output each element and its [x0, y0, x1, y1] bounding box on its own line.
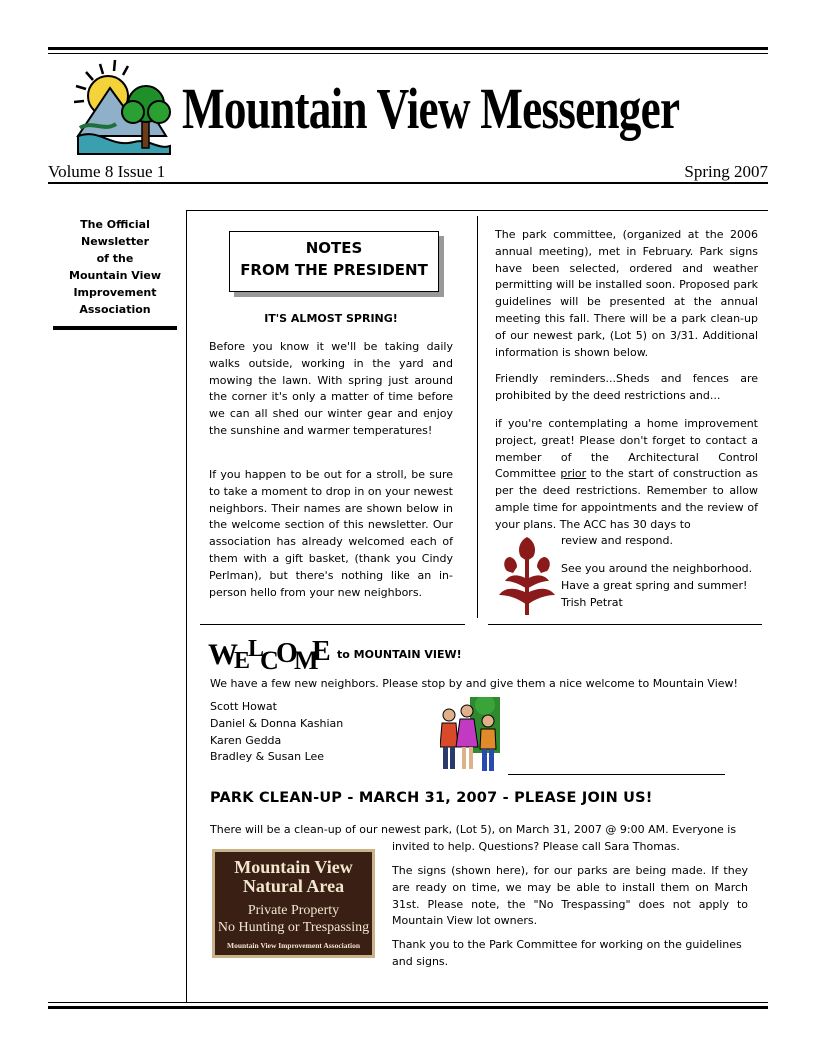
president-paragraph-2: If you happen to be out for a stroll, be sure to take a moment to drop in on your newest neighbors. Their names are shown below in the welcome section of this newsletter. Our association has already welcomed each of them with a gift basket, (thank you Cindy Perlman), but there's nothing like an in-person hello from your new neighbors.: [209, 468, 453, 599]
sign-line: Mountain View: [234, 857, 353, 877]
welcome-rule: [508, 774, 725, 775]
sidebar-line: The Official: [80, 218, 150, 231]
sign-line: Private Property: [247, 903, 340, 918]
bottom-rule-thick: [48, 1006, 768, 1009]
column-divider: [477, 216, 478, 618]
welcome-letter: E: [234, 648, 248, 674]
welcome-letter: W: [208, 638, 235, 671]
president-subheading: IT'S ALMOST SPRING!: [264, 312, 398, 325]
sign-line: No Hunting or Trespassing: [217, 920, 370, 935]
committee-paragraph-2: Friendly reminders...Sheds and fences are prohibited by the deed restrictions and...: [495, 372, 758, 402]
committee-paragraph-1: The park committee, (organized at the 2006 annual meeting), met in February. Park signs have been selected, ordered and weather permitting will be installed soon. Proposed park guidelines will be presented at the annual meeting this fall. There will be a park clean-up of our newest park, (Lot 5) on 3/31. Additional information is shown below.: [495, 228, 758, 359]
park-line-1: There will be a clean-up of our newest park, (Lot 5), on March 31, 2007 @ 9:00 AM. Everyone is: [210, 823, 737, 836]
section-rule-left: [200, 624, 465, 625]
neighbor-name: Daniel & Donna Kashian: [210, 716, 344, 730]
welcome-intro: We have a few new neighbors. Please stop by and give them a nice welcome to Mountain View!: [210, 677, 738, 690]
closing-line: See you around the neighborhood.: [561, 562, 753, 575]
issue-season: Spring 2007: [684, 162, 768, 181]
committee-paragraph-3: [495, 416, 758, 534]
new-neighbors-list: [210, 699, 410, 766]
welcome-tagline: to MOUNTAIN VIEW!: [337, 648, 462, 661]
sidebar-line: Improvement: [73, 286, 157, 299]
neighbors-clipart-icon: [440, 697, 502, 773]
sidebar-line: of the: [96, 252, 134, 265]
left-column-border: [186, 210, 187, 1002]
sign-line: Natural Area: [242, 876, 345, 896]
welcome-letter: L: [248, 636, 262, 662]
sign-line: Mountain View Improvement Association: [227, 941, 360, 950]
sidebar-rule: [53, 326, 177, 330]
top-rule-thin: [48, 53, 768, 54]
neighbor-name: Bradley & Susan Lee: [210, 750, 325, 764]
committee-paragraph-3-last: review and respond.: [561, 534, 674, 547]
signature: Trish Petrat: [561, 595, 623, 609]
president-paragraph-1: Before you know it we'll be taking daily walks outside, working in the yard and mowing the lawn. With spring just around the corner it's only a matter of time before we can all shed our winter gear and enjoy the sunshine and warmer temperatures!: [209, 340, 453, 437]
prior-underline: prior: [560, 467, 587, 481]
content-top-border: [186, 210, 768, 211]
welcome-letter: C: [260, 646, 276, 675]
park-cleanup-heading: PARK CLEAN-UP - MARCH 31, 2007 - PLEASE JOIN US!: [210, 790, 653, 806]
notes-box-line: FROM THE PRESIDENT: [240, 261, 428, 279]
park-line-2: invited to help. Questions? Please call Sara Thomas.: [392, 840, 680, 853]
sidebar-line: Mountain View: [69, 269, 161, 282]
neighbor-name: Karen Gedda: [210, 733, 282, 747]
volume-rule: [48, 182, 768, 184]
bottom-rule-thin: [48, 1002, 768, 1003]
para3-text-after: to the start of construction as per the deed restrictions. Remember to allow ample time for appointments and the review of your plans. The ACC has 30 days to: [495, 467, 758, 531]
park-paragraph-2: The signs (shown here), for our parks are being made. If they are ready on time, we may be able to install them on March 31st. Please note, the "No Trespassing" does not apply to Mountain View lot owners.: [392, 864, 748, 928]
president-notes-box: [229, 231, 439, 292]
notes-box-line: NOTES: [305, 239, 363, 257]
volume-issue: Volume 8 Issue 1: [48, 162, 166, 181]
sidebar-line: Association: [79, 303, 151, 316]
closing-note: [561, 561, 761, 611]
welcome-letter: M: [294, 646, 316, 675]
park-sign-image: [212, 849, 375, 958]
welcome-letter: E: [312, 636, 328, 667]
top-rule-thick: [48, 47, 768, 50]
welcome-wordart: [208, 636, 328, 676]
neighbor-name: Scott Howat: [210, 700, 277, 713]
closing-line: Have a great spring and summer!: [561, 578, 748, 592]
sidebar-line: Newsletter: [80, 235, 149, 248]
section-rule-right: [488, 624, 762, 625]
park-paragraph-3: Thank you to the Park Committee for working on the guidelines and signs.: [392, 938, 742, 968]
mountain-sun-tree-logo: [70, 58, 176, 156]
sidebar-masthead: [58, 216, 172, 318]
para3-text: if you're contemplating a home improvement project, great! Please don't forget to contact a member of the Architectural Control Committee: [495, 417, 758, 481]
welcome-letter: O: [276, 638, 295, 669]
newsletter-title: Mountain View Messenger: [182, 76, 680, 141]
tulip-icon: [497, 535, 557, 617]
